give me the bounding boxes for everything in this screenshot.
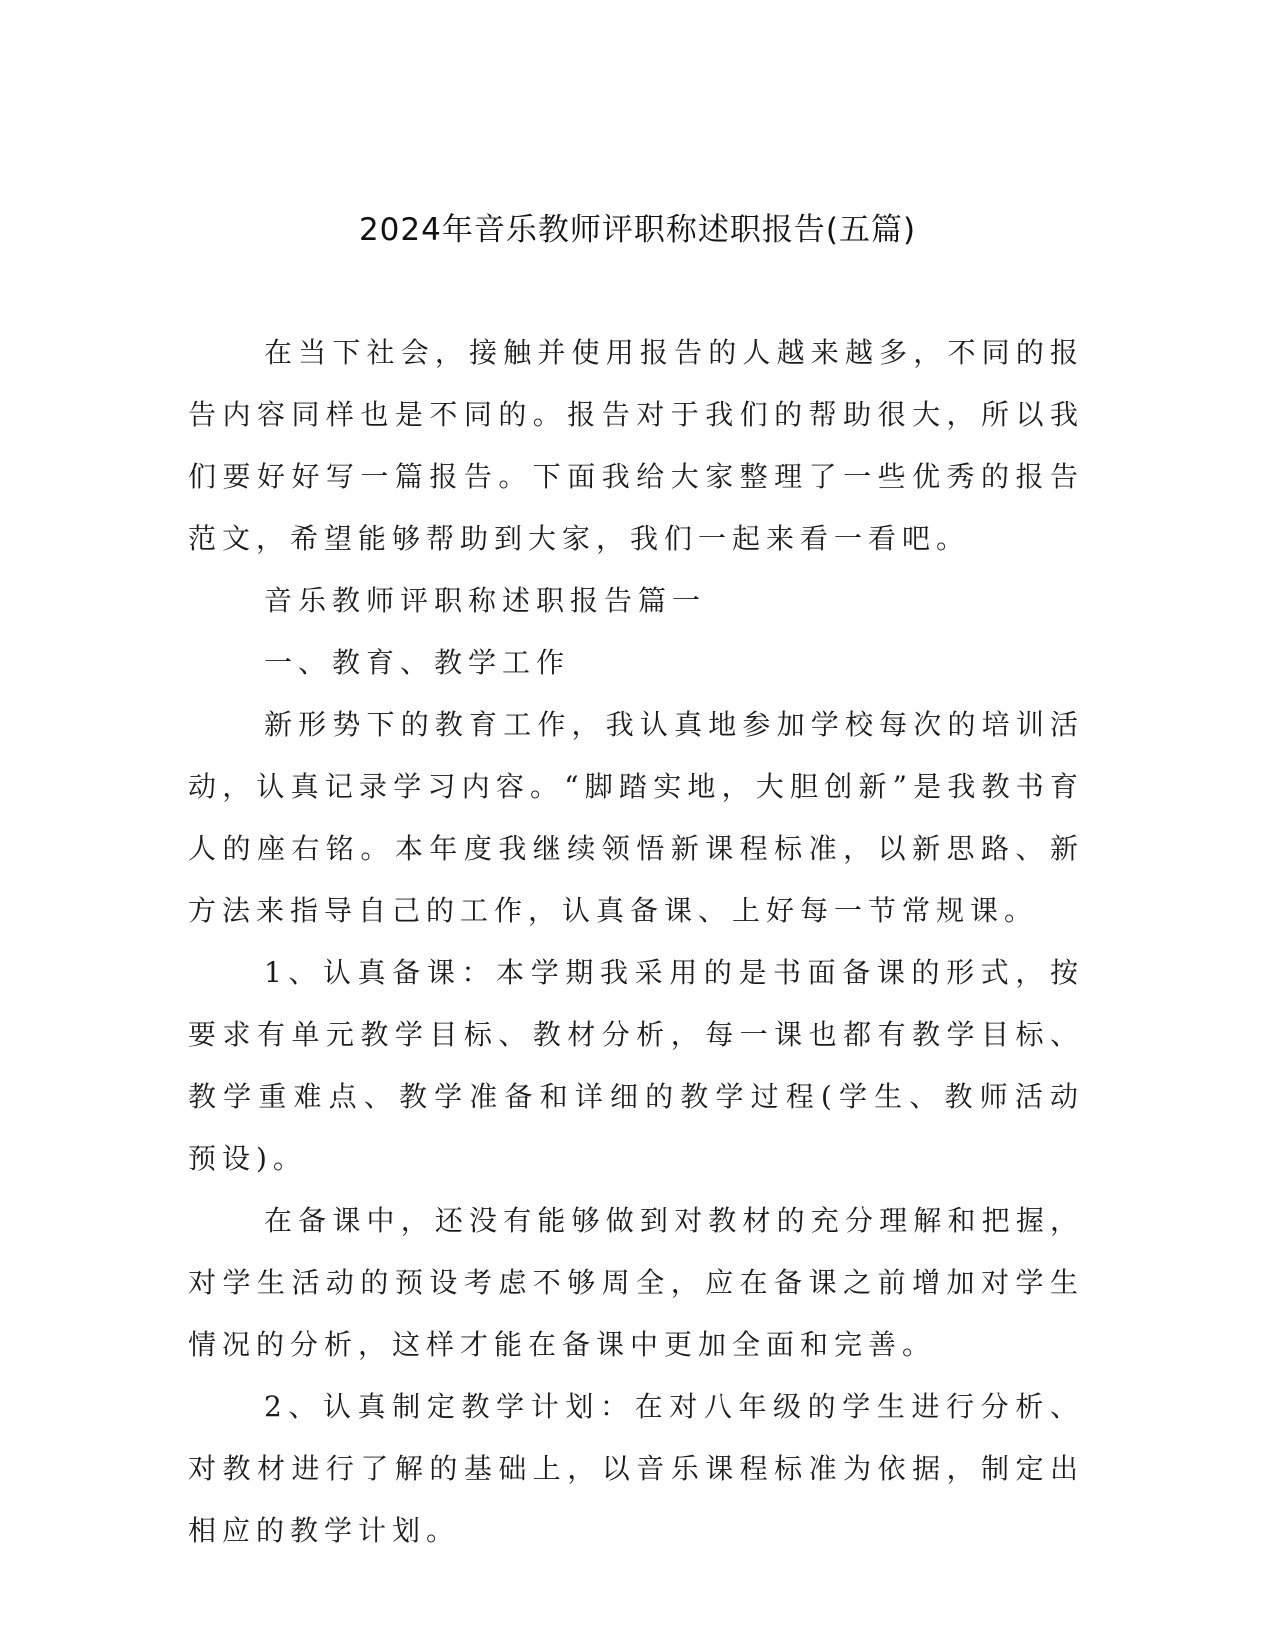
section-heading: 音乐教师评职称述职报告篇一 [264, 584, 707, 617]
subsection-heading: 一、教育、教学工作 [264, 646, 571, 679]
document-title: 2024年音乐教师评职称述职报告(五篇) [358, 212, 917, 248]
document-body [188, 322, 1084, 1562]
body-paragraph: 2、认真制定教学计划：在对八年级的学生进行分析、对教材进行了解的基础上，以音乐课程标准为依据，制定出相应的教学计划。 [188, 1390, 1084, 1547]
intro-paragraph: 在当下社会，接触并使用报告的人越来越多，不同的报告内容同样也是不同的。报告对于我们的帮助很大，所以我们要好好写一篇报告。下面我给大家整理了一些优秀的报告范文，希望能够帮助到大家，我们一起来看一看吧。 [188, 336, 1084, 555]
body-paragraph: 1、认真备课：本学期我采用的是书面备课的形式，按要求有单元教学目标、教材分析，每一课也都有教学目标、教学重难点、教学准备和详细的教学过程(学生、教师活动预设)。 [188, 956, 1084, 1175]
body-paragraph: 新形势下的教育工作，我认真地参加学校每次的培训活动，认真记录学习内容。“脚踏实地，大胆创新”是我教书育人的座右铭。本年度我继续领悟新课程标准，以新思路、新方法来指导自己的工作，认真备课、上好每一节常规课。 [188, 708, 1084, 927]
body-paragraph: 在备课中，还没有能够做到对教材的充分理解和把握，对学生活动的预设考虑不够周全，应在备课之前增加对学生情况的分析，这样才能在备课中更加全面和完善。 [188, 1204, 1084, 1361]
